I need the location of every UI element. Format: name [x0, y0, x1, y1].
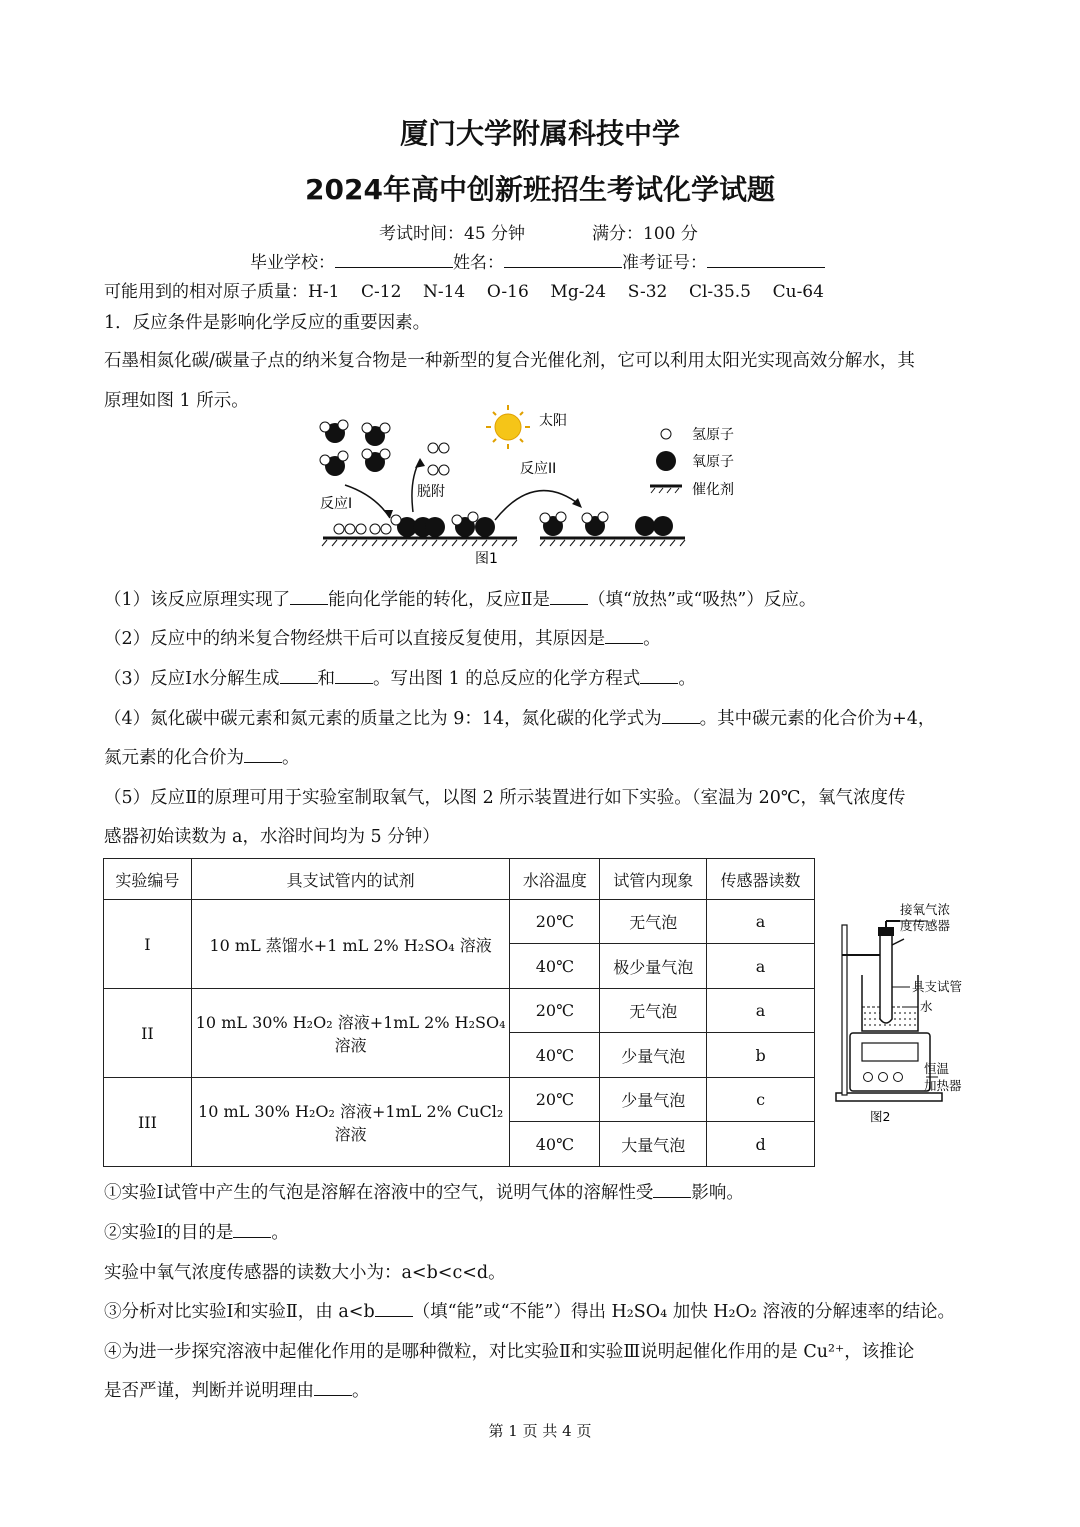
sub1-blank-1[interactable] [290, 588, 328, 605]
reaction1-label: 反应I [320, 496, 353, 512]
legend-hydrogen: 氢原子 [692, 427, 734, 443]
q5-iv-blank[interactable] [314, 1379, 352, 1396]
q1-intro-line1: 石墨相氮化碳/碳量子点的纳米复合物是一种新型的复合光催化剂，它可以利用太阳光实现高效分解水，其 [104, 351, 915, 371]
fig2-heater-label-2: 加热器 [924, 1078, 962, 1093]
sub4-blank-1[interactable] [662, 707, 700, 724]
reagent: 10 mL 30% H₂O₂ 溶液+1mL 2% H₂SO₄ 溶液 [191, 989, 510, 1078]
catalyst-surface-right [540, 512, 685, 546]
temp: 20℃ [510, 989, 600, 1033]
table-row [104, 1078, 815, 1122]
table-row [104, 989, 815, 1033]
hydrogen-atom-icon [661, 429, 671, 439]
phenomenon: 少量气泡 [600, 1078, 707, 1122]
q1-sub2: （2）反应中的纳米复合物经烘干后可以直接反复使用，其原因是 。 [104, 629, 661, 649]
reagent: 10 mL 蒸馏水+1 mL 2% H₂SO₄ 溶液 [191, 900, 510, 989]
water-molecules-icon [320, 420, 390, 476]
test-tube-icon [880, 935, 892, 1023]
atomic-masses: 可能用到的相对原子质量：H-1 C-12 N-14 O-16 Mg-24 S-32 Cl-35.5 Cu-64 [104, 282, 824, 302]
q1-sub3: （3）反应Ⅰ水分解生成 和 。写出图 1 的总反应的化学方程式 。 [104, 669, 696, 689]
legend-catalyst: 催化剂 [692, 482, 734, 498]
sub4-blank-2[interactable] [244, 746, 282, 763]
sub3-blank-1[interactable] [280, 667, 318, 684]
exp-id: I [104, 900, 192, 989]
header-reagent: 具支试管内的试剂 [191, 859, 510, 900]
grad-school-blank[interactable] [335, 251, 453, 268]
temp: 40℃ [510, 1033, 600, 1078]
q1-sub4-line2: 氮元素的化合价为 。 [104, 748, 300, 768]
exam-title: 2024年高中创新班招生考试化学试题 [305, 173, 775, 206]
fig2-tube-label: 具支试管 [912, 979, 963, 994]
sub3-blank-2[interactable] [335, 667, 373, 684]
reagent: 10 mL 30% H₂O₂ 溶液+1mL 2% CuCl₂ 溶液 [191, 1078, 510, 1167]
sun-icon [486, 405, 530, 449]
reading: d [707, 1122, 815, 1167]
q5-part-ii: ②实验Ⅰ的目的是 。 [104, 1223, 289, 1243]
header-temp: 水浴温度 [510, 859, 600, 900]
reaction2-label: 反应II [520, 461, 557, 477]
q5-ii-blank[interactable] [233, 1221, 271, 1238]
figure-2-apparatus [828, 895, 978, 1130]
reading: b [707, 1033, 815, 1078]
fig2-heater-label-1: 恒温 [924, 1061, 950, 1076]
full-score: 满分：100 分 [592, 224, 698, 244]
legend-oxygen: 氧原子 [692, 454, 734, 470]
phenomenon: 无气泡 [600, 989, 707, 1033]
grad-school-label: 毕业学校： [250, 253, 335, 273]
reaction2-arrow [495, 491, 580, 520]
oxygen-atom-icon [656, 451, 676, 471]
catalyst-legend-icon [650, 486, 682, 493]
fig2-sensor-label-2: 度传感器 [900, 918, 951, 933]
exp-id: III [104, 1078, 192, 1167]
hydrogen-molecules-icon [428, 443, 449, 475]
fig2-water-label: 水 [920, 999, 933, 1014]
q5-part-iii: ③分析对比实验Ⅰ和实验Ⅱ，由 a<b （填“能”或“不能”）得出 H₂SO₄ 加快 H₂O₂ 溶液的分解速率的结论。 [104, 1302, 955, 1322]
figure-1-caption: 图1 [475, 551, 498, 567]
header-exp-id: 实验编号 [104, 859, 192, 900]
q1-sub5-line1: （5）反应Ⅱ的原理可用于实验室制取氧气，以图 2 所示装置进行如下实验。（室温为 20℃，氧气浓度传 [104, 788, 906, 808]
sub3-blank-3[interactable] [640, 667, 678, 684]
readings-order: 实验中氧气浓度传感器的读数大小为：a<b<c<d。 [104, 1263, 506, 1283]
phenomenon: 极少量气泡 [600, 944, 707, 989]
sub2-blank[interactable] [605, 627, 643, 644]
figure-2-caption: 图2 [870, 1109, 891, 1124]
phenomenon: 无气泡 [600, 900, 707, 944]
ticket-label: 准考证号： [622, 253, 707, 273]
q1-sub1: （1）该反应原理实现了 能向化学能的转化，反应Ⅱ是 （填“放热”或“吸热”）反应。 [104, 590, 817, 610]
school-title: 厦门大学附属科技中学 [399, 117, 680, 150]
table-header-row [104, 859, 815, 900]
reading: a [707, 989, 815, 1033]
header-phenomenon: 试管内现象 [600, 859, 707, 900]
q1-sub5-line2: 感器初始读数为 a，水浴时间均为 5 分钟） [104, 827, 440, 847]
phenomenon: 少量气泡 [600, 1033, 707, 1078]
phenomenon: 大量气泡 [600, 1122, 707, 1167]
q5-part-i: ①实验Ⅰ试管中产生的气泡是溶解在溶液中的空气，说明气体的溶解性受 影响。 [104, 1183, 744, 1203]
q1-title: 1．反应条件是影响化学反应的重要因素。 [104, 313, 431, 333]
page-footer: 第 1 页 共 4 页 [488, 1422, 592, 1440]
temp: 40℃ [510, 1122, 600, 1167]
heater-icon [850, 1033, 930, 1091]
reading: a [707, 900, 815, 944]
figure-1-diagram [305, 400, 755, 570]
temp: 20℃ [510, 1078, 600, 1122]
catalyst-surface-left [322, 512, 517, 546]
sub1-blank-2[interactable] [550, 588, 588, 605]
temp: 40℃ [510, 944, 600, 989]
sun-label: 太阳 [539, 413, 567, 429]
table-row [104, 900, 815, 944]
experiment-table [103, 858, 815, 1167]
q5-part-iv-line1: ④为进一步探究溶液中起催化作用的是哪种微粒，对比实验Ⅱ和实验Ⅲ说明起催化作用的是 Cu²⁺，该推论 [104, 1342, 915, 1362]
q1-intro-line2: 原理如图 1 所示。 [104, 391, 249, 411]
exam-time: 考试时间：45 分钟 [379, 224, 526, 244]
header-reading: 传感器读数 [707, 859, 815, 900]
q5-i-blank[interactable] [653, 1181, 691, 1198]
name-label: 姓名： [453, 253, 504, 273]
reading: c [707, 1078, 815, 1122]
ticket-blank[interactable] [707, 251, 825, 268]
stand-base [836, 1093, 942, 1101]
name-blank[interactable] [504, 251, 622, 268]
desorb-label: 脱附 [417, 484, 445, 500]
student-info-line [250, 248, 825, 273]
stand-rod [842, 925, 847, 1095]
temp: 20℃ [510, 900, 600, 944]
fig2-sensor-label-1: 接氧气浓 [900, 902, 951, 917]
reading: a [707, 944, 815, 989]
q1-sub4-line1: （4）氮化碳中碳元素和氮元素的质量之比为 9：14，氮化碳的化学式为 。其中碳元素的化合价为+4， [104, 709, 936, 729]
exp-id: II [104, 989, 192, 1078]
q5-iii-blank[interactable] [375, 1300, 413, 1317]
q5-part-iv-line2: 是否严谨，判断并说明理由 。 [104, 1381, 370, 1401]
